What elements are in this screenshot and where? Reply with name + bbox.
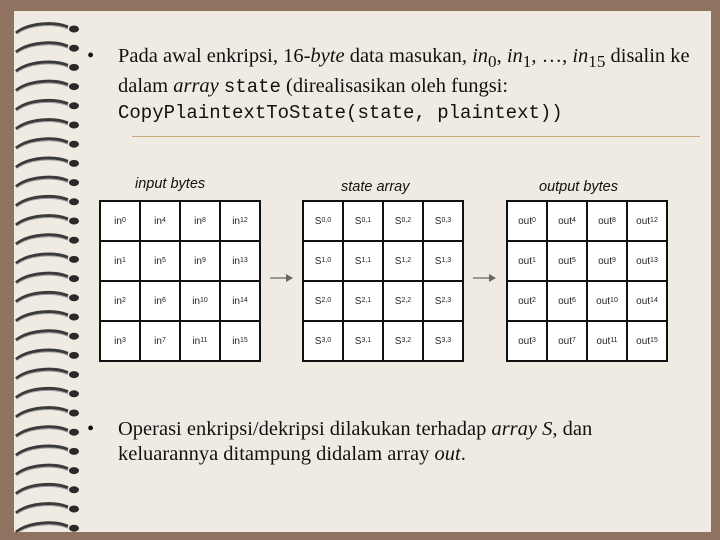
cell-base: in xyxy=(192,295,200,307)
input-byte-cell: in 11 xyxy=(181,322,219,360)
input-bytes-grid xyxy=(99,200,261,362)
input-byte-cell: in 6 xyxy=(141,282,179,320)
cell-base: S xyxy=(394,215,402,227)
cell-base: in xyxy=(154,335,162,347)
cell-base: S xyxy=(354,335,362,347)
cell-base: S xyxy=(314,335,322,347)
cell-base: out xyxy=(558,295,572,307)
spiral-ring xyxy=(16,388,79,398)
cell-base: out xyxy=(596,295,611,307)
output-bytes-title: output bytes xyxy=(539,179,618,195)
spiral-ring xyxy=(16,139,79,149)
spiral-ring xyxy=(16,254,79,264)
input-byte-cell: in 7 xyxy=(141,322,179,360)
spiral-ring xyxy=(16,427,79,437)
cell-base: S xyxy=(434,255,442,267)
cell-base: out xyxy=(598,255,612,267)
state-cell: S 3,0 xyxy=(304,322,342,360)
state-cell: S 3,1 xyxy=(344,322,382,360)
cell-base: in xyxy=(232,255,240,267)
cell-base: out xyxy=(518,295,532,307)
input-byte-cell: in 9 xyxy=(181,242,219,280)
cell-base: S xyxy=(354,215,362,227)
spiral-ring xyxy=(16,120,79,130)
output-bytes-grid xyxy=(506,200,668,362)
state-cell: S 2,2 xyxy=(384,282,422,320)
cell-base: in xyxy=(192,335,201,347)
state-cell: S 1,2 xyxy=(384,242,422,280)
cell-base: in xyxy=(154,295,162,307)
spiral-ring xyxy=(16,312,79,322)
input-byte-cell: in 13 xyxy=(221,242,259,280)
cell-base: in xyxy=(114,255,122,267)
output-byte-cell: out 2 xyxy=(508,282,546,320)
state-cell: S 0,1 xyxy=(344,202,382,240)
spiral-ring xyxy=(16,292,79,302)
input-bytes-title: input bytes xyxy=(135,176,206,192)
cell-base: out xyxy=(518,255,532,267)
cell-base: S xyxy=(394,255,402,267)
state-cell: S 1,1 xyxy=(344,242,382,280)
spiral-ring xyxy=(16,484,79,494)
spiral-ring xyxy=(16,504,79,514)
bullet-marker: • xyxy=(87,45,95,67)
spiral-ring xyxy=(16,177,79,187)
input-byte-cell: in 15 xyxy=(221,322,259,360)
input-byte-cell: in 0 xyxy=(101,202,139,240)
spiral-ring xyxy=(16,273,79,283)
cell-base: in xyxy=(114,295,122,307)
spiral-ring xyxy=(16,24,79,34)
output-byte-cell: out 11 xyxy=(588,322,626,360)
spiral-ring xyxy=(16,196,79,206)
bullet-1: • Pada awal enkripsi, 16-byte data masukan, $in_0$, $in_1$, …, $in_{15}$ disalin ke dalam array state (direalisasikan oleh fungsi: CopyPlaintextToState(state, plaintext)) xyxy=(87,45,690,125)
cell-base: in xyxy=(154,215,162,227)
spiral-ring xyxy=(16,81,79,91)
spiral-ring xyxy=(16,446,79,456)
output-byte-cell: out 14 xyxy=(628,282,666,320)
cell-base: out xyxy=(598,215,612,227)
cell-base: S xyxy=(434,215,442,227)
state-cell: S 0,3 xyxy=(424,202,462,240)
input-byte-cell: in 14 xyxy=(221,282,259,320)
cell-base: in xyxy=(114,215,122,227)
cell-base: out xyxy=(558,335,572,347)
cell-base: S xyxy=(314,255,322,267)
state-cell: S 2,3 xyxy=(424,282,462,320)
spiral-ring xyxy=(16,331,79,341)
output-byte-cell: out 6 xyxy=(548,282,586,320)
cell-base: out xyxy=(596,335,611,347)
state-cell: S 2,1 xyxy=(344,282,382,320)
spiral-ring xyxy=(16,158,79,168)
arrow-input-to-state-icon xyxy=(270,272,294,284)
cell-base: S xyxy=(354,295,362,307)
cell-base: in xyxy=(232,215,240,227)
output-byte-cell: out 3 xyxy=(508,322,546,360)
input-byte-cell: in 10 xyxy=(181,282,219,320)
output-byte-cell: out 7 xyxy=(548,322,586,360)
output-byte-cell: out 10 xyxy=(588,282,626,320)
cell-base: S xyxy=(434,335,442,347)
state-cell: S 2,0 xyxy=(304,282,342,320)
cell-base: in xyxy=(154,255,162,267)
state-cell: S 1,3 xyxy=(424,242,462,280)
state-cell: S 0,0 xyxy=(304,202,342,240)
cell-base: out xyxy=(636,255,651,267)
state-array-title: state array xyxy=(341,179,410,195)
spiral-ring xyxy=(16,408,79,418)
cell-base: in xyxy=(114,335,122,347)
output-byte-cell: out 13 xyxy=(628,242,666,280)
output-byte-cell: out 9 xyxy=(588,242,626,280)
state-array-grid xyxy=(302,200,464,362)
cell-base: out xyxy=(636,295,651,307)
state-cell: S 1,0 xyxy=(304,242,342,280)
cell-base: in xyxy=(232,295,240,307)
input-byte-cell: in 1 xyxy=(101,242,139,280)
output-byte-cell: out 1 xyxy=(508,242,546,280)
cell-base: in xyxy=(194,255,202,267)
cell-base: S xyxy=(314,295,322,307)
spiral-ring xyxy=(16,523,79,533)
spiral-ring xyxy=(16,350,79,360)
input-byte-cell: in 4 xyxy=(141,202,179,240)
state-cell: S 3,3 xyxy=(424,322,462,360)
cell-base: S xyxy=(354,255,362,267)
spiral-ring xyxy=(16,465,79,475)
spiral-ring xyxy=(16,369,79,379)
cell-base: out xyxy=(636,335,651,347)
cell-base: out xyxy=(558,215,572,227)
input-byte-cell: in 12 xyxy=(221,202,259,240)
state-code: state xyxy=(223,76,281,99)
state-cell: S 0,2 xyxy=(384,202,422,240)
cell-base: in xyxy=(232,335,240,347)
cell-base: S xyxy=(394,335,402,347)
output-byte-cell: out 4 xyxy=(548,202,586,240)
output-byte-cell: out 5 xyxy=(548,242,586,280)
cell-base: in xyxy=(194,215,202,227)
spiral-ring xyxy=(16,216,79,226)
cell-base: out xyxy=(518,215,532,227)
output-byte-cell: out 8 xyxy=(588,202,626,240)
input-byte-cell: in 8 xyxy=(181,202,219,240)
function-code: CopyPlaintextToState(state, plaintext)) xyxy=(118,102,563,125)
arrow-state-to-output-icon xyxy=(473,272,497,284)
state-cell: S 3,2 xyxy=(384,322,422,360)
spiral-ring xyxy=(16,100,79,110)
cell-base: out xyxy=(558,255,572,267)
cell-base: out xyxy=(636,215,651,227)
input-byte-cell: in 2 xyxy=(101,282,139,320)
cell-base: S xyxy=(394,295,402,307)
cell-base: S xyxy=(434,295,442,307)
input-byte-cell: in 3 xyxy=(101,322,139,360)
input-byte-cell: in 5 xyxy=(141,242,179,280)
cell-base: out xyxy=(518,335,532,347)
spiral-ring xyxy=(16,235,79,245)
bullet-2: • Operasi enkripsi/dekripsi dilakukan terhadap array S, dan keluarannya ditampung didalam array out. xyxy=(87,418,593,465)
output-byte-cell: out 15 xyxy=(628,322,666,360)
cell-base: S xyxy=(314,215,322,227)
separator-line xyxy=(132,136,700,137)
bullet-marker: • xyxy=(87,418,95,440)
spiral-ring xyxy=(16,43,79,53)
output-byte-cell: out 12 xyxy=(628,202,666,240)
output-byte-cell: out 0 xyxy=(508,202,546,240)
spiral-ring xyxy=(16,62,79,72)
